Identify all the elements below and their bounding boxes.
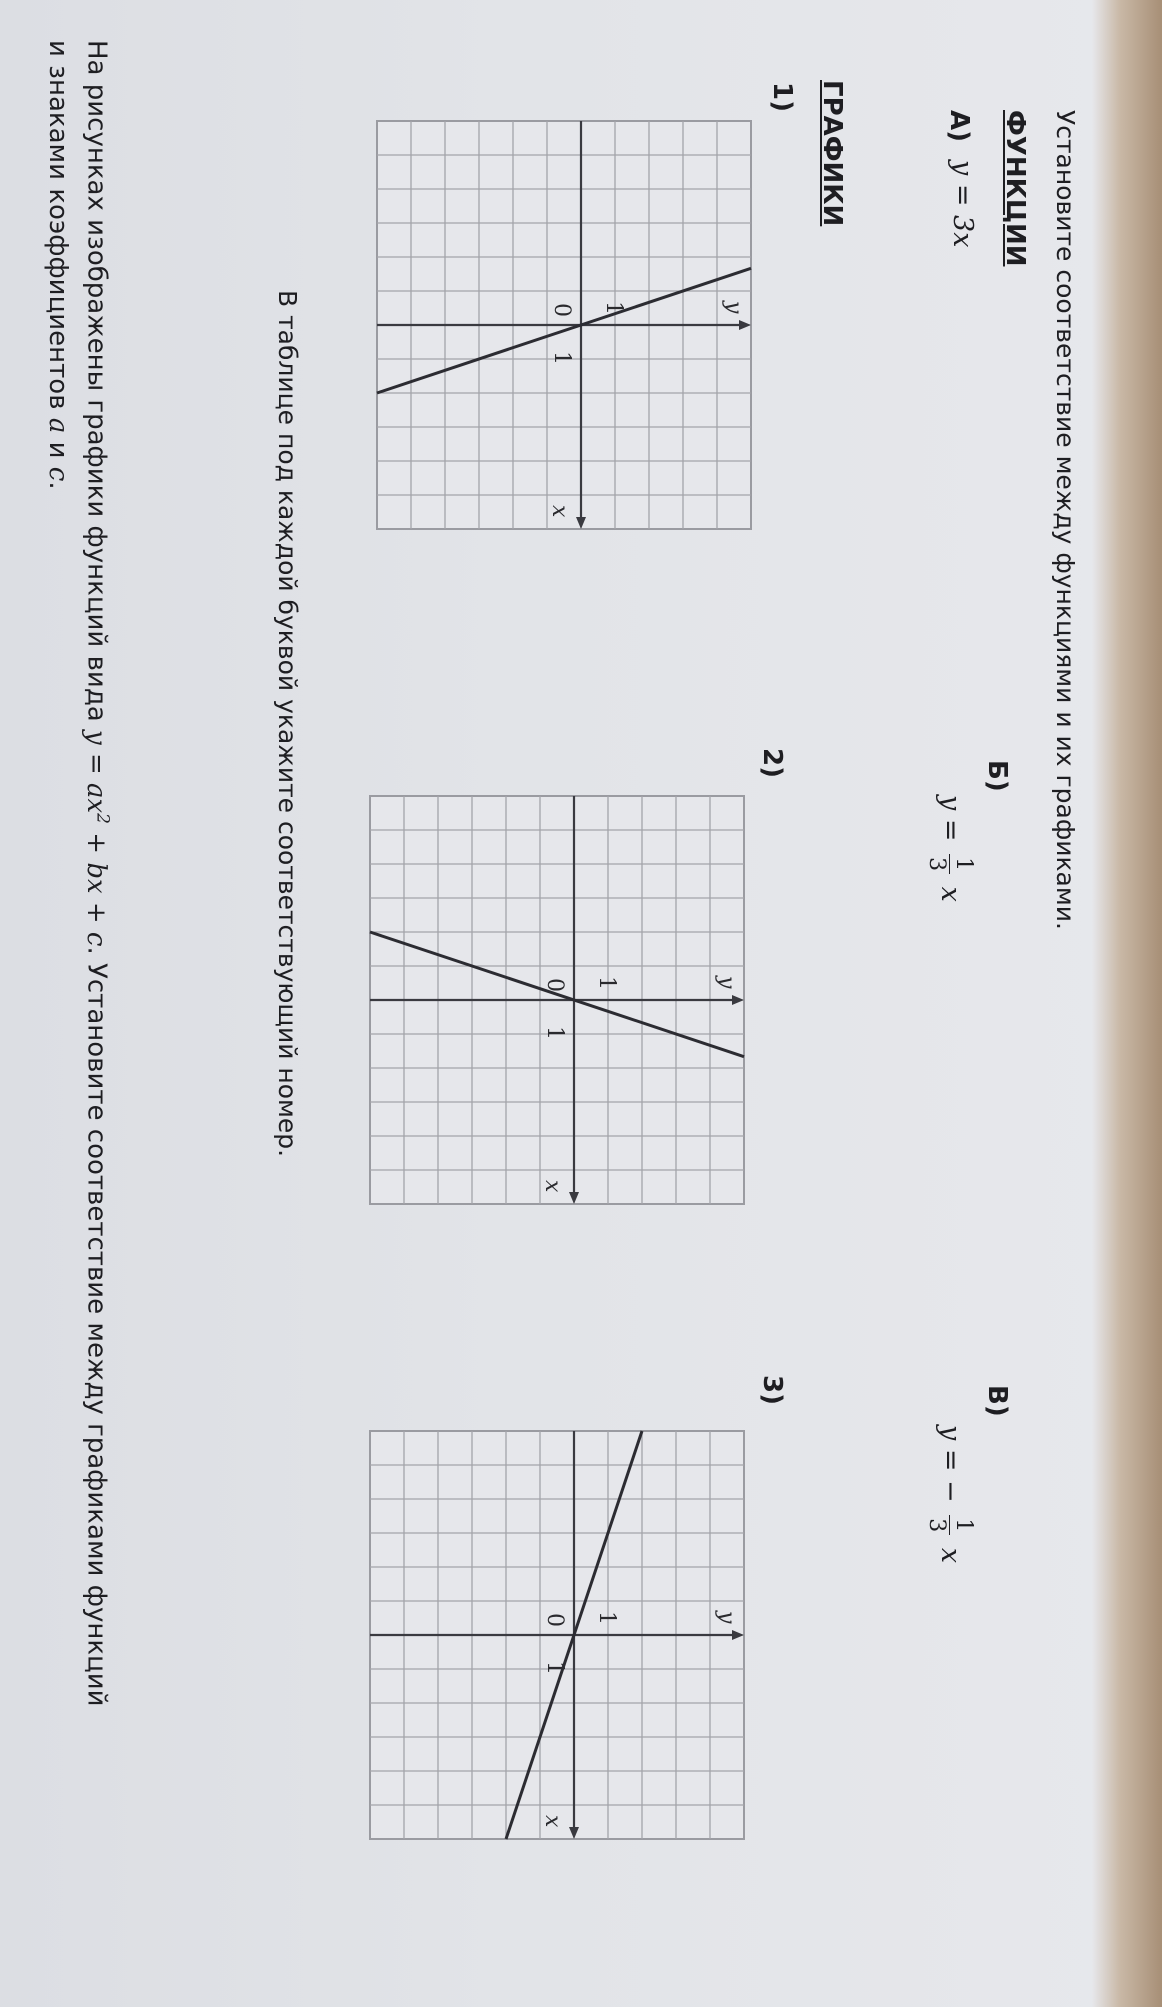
task2-line2 — [39, 40, 77, 1707]
function-a-letter: А) — [944, 110, 974, 143]
origin-label: 0 — [542, 1613, 567, 1627]
graph-2 — [365, 790, 750, 1210]
task2-formula-rest: + bx + c — [81, 824, 112, 947]
functions-heading: ФУНКЦИИ — [1000, 110, 1030, 267]
function-b-fraction — [925, 854, 974, 874]
x-unit-label: 1 — [549, 351, 574, 365]
task2-line1-end: . Установите соответствие между графиками функций — [81, 946, 112, 1707]
x-unit-label: 1 — [542, 1661, 567, 1675]
graph-1 — [372, 115, 757, 535]
origin-label: 0 — [549, 303, 574, 317]
function-b-rhs: x — [935, 886, 966, 902]
task2-line1 — [77, 40, 122, 1707]
function-b-lhs: y = — [935, 795, 966, 842]
task2-formula-exp: 2 — [93, 813, 113, 824]
y-unit-label: 1 — [601, 301, 626, 315]
origin-label: 0 — [542, 978, 567, 992]
x-axis-label: x — [547, 505, 572, 518]
graph-1-number: 1) — [767, 82, 797, 112]
x-axis-label: x — [540, 1815, 565, 1828]
function-v-denominator: 3 — [924, 1518, 949, 1533]
task2-line2-start: и знаками коэффициентов — [43, 40, 74, 418]
function-v-letter: В) — [982, 1385, 1012, 1417]
graphs-heading: ГРАФИКИ — [817, 80, 847, 227]
task2-formula — [81, 730, 111, 947]
task1-instruction: Установите соответствие между функциями и их графиками. — [1051, 110, 1080, 930]
task2-line2-end: . — [43, 481, 74, 490]
function-a-formula: y = 3x — [947, 160, 978, 248]
table-instruction: В таблице под каждой буквой укажите соответствующий номер. — [273, 290, 302, 1158]
graph-2-number: 2) — [757, 748, 787, 778]
y-unit-label: 1 — [594, 976, 619, 990]
x-unit-label: 1 — [542, 1026, 567, 1040]
x-axis-label: x — [540, 1180, 565, 1193]
graph-3 — [365, 1425, 750, 1845]
function-b-numerator: 1 — [949, 854, 974, 874]
function-b-denominator: 3 — [924, 857, 949, 872]
y-axis-label: y — [714, 976, 739, 989]
task2-text — [39, 40, 122, 1707]
graph-3-number: 3) — [757, 1375, 787, 1405]
task2-coef-a: a — [43, 417, 74, 434]
function-v-lhs: y = − — [935, 1425, 966, 1503]
y-axis-label: y — [721, 301, 746, 314]
paper-edge — [1092, 0, 1162, 2007]
y-axis-label: y — [714, 1611, 739, 1624]
function-v-formula — [925, 1425, 974, 1563]
task2-line1-start: На рисунках изображены графики функций вида — [81, 40, 112, 730]
task2-line2-and: и — [43, 433, 74, 467]
function-b-letter: Б) — [982, 760, 1012, 792]
function-b-formula — [925, 795, 974, 902]
function-v-numerator: 1 — [949, 1515, 974, 1535]
function-v-fraction — [925, 1515, 974, 1535]
y-unit-label: 1 — [594, 1611, 619, 1625]
function-v-rhs: x — [935, 1547, 966, 1564]
task2-coef-c: c — [43, 466, 74, 482]
task2-formula-y: y = ax — [81, 730, 112, 814]
